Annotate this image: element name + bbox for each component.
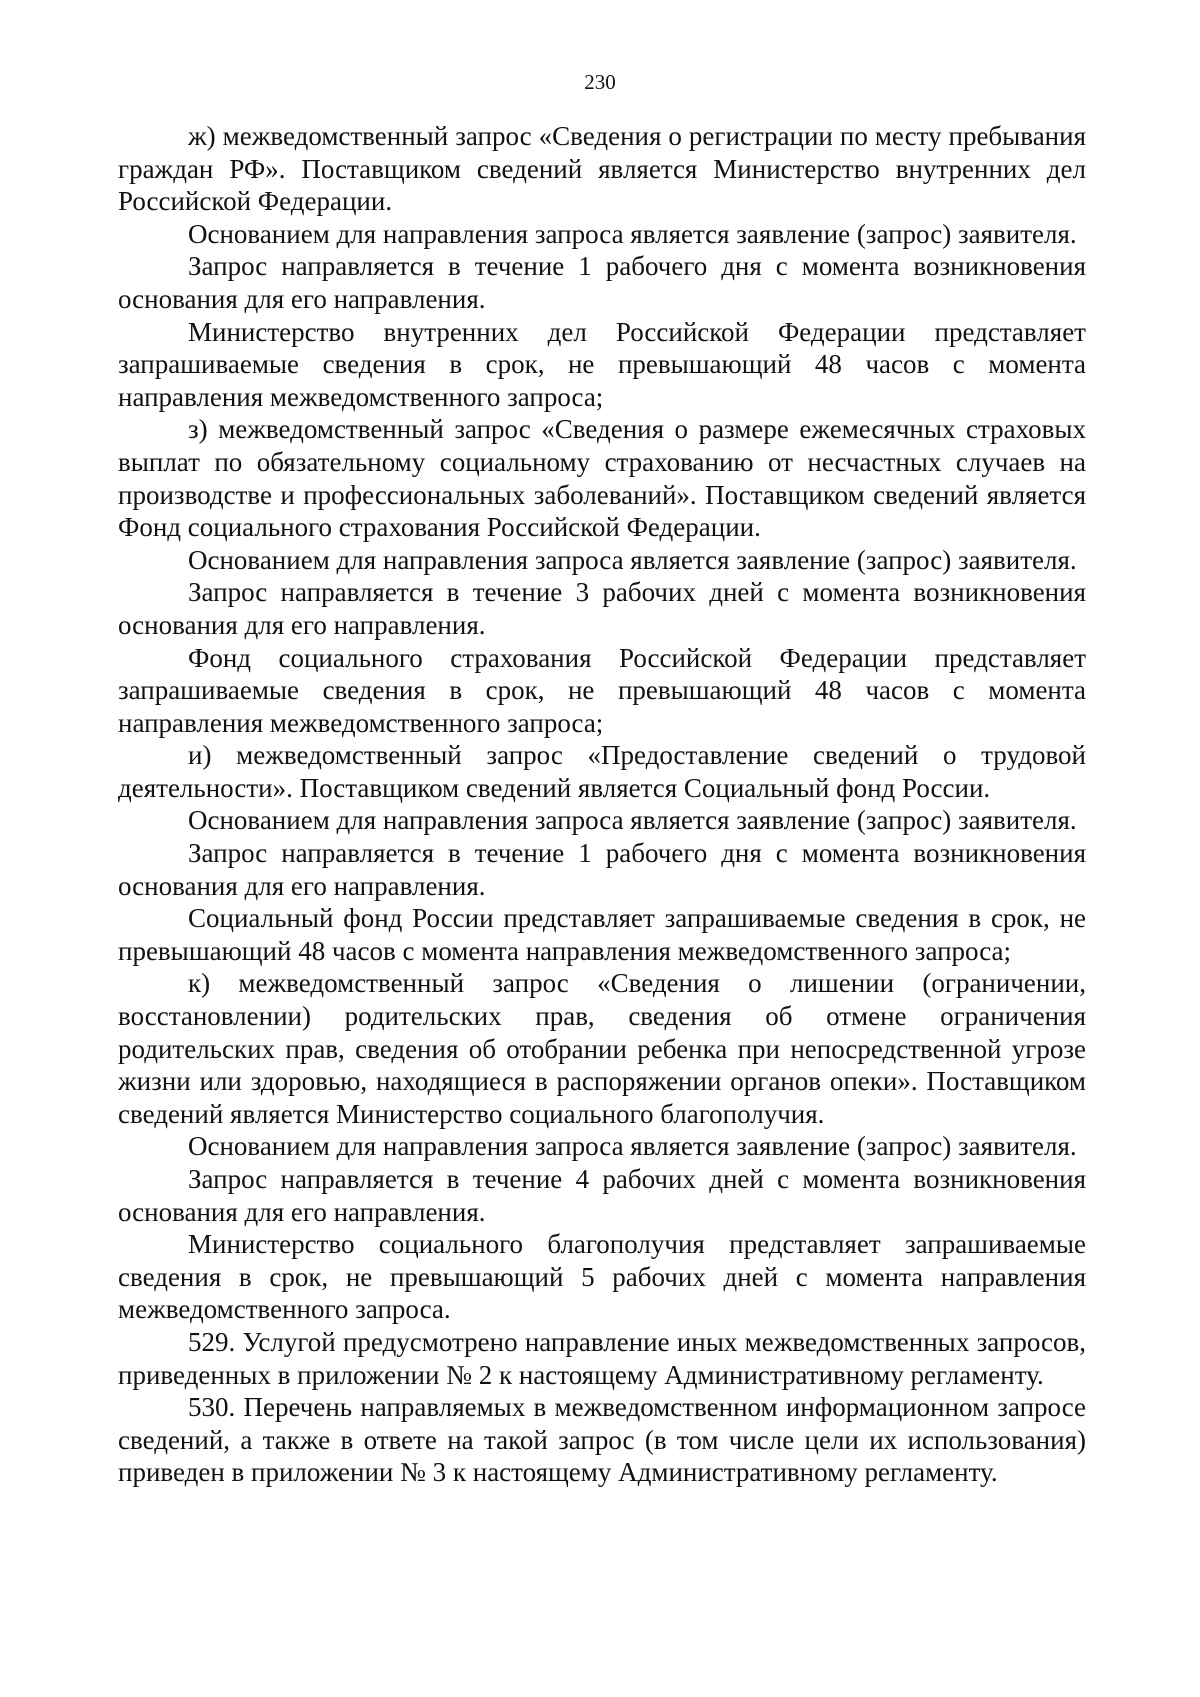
paragraph-k-timing: Запрос направляется в течение 4 рабочих дней с момента возникновения основания для его направления. — [118, 1164, 1086, 1227]
paragraph-z-timing: Запрос направляется в течение 3 рабочих дней с момента возникновения основания для его направления. — [118, 577, 1086, 640]
paragraph-i-timing: Запрос направляется в течение 1 рабочего дня с момента возникновения основания для его направления. — [118, 838, 1086, 901]
paragraph-zh-basis: Основанием для направления запроса является заявление (запрос) заявителя. — [188, 218, 1077, 249]
paragraph-k-request: к) межведомственный запрос «Сведения о лишении (ограничении, восстановлении) родительских прав, сведения об отмене ограничения родительских прав, сведения об отобрании ребенка при непосредственной угрозе жизни или здоровью, находящиеся в распоряжении органов опеки». Поставщиком сведений является Министерство социального благополучия. — [118, 968, 1086, 1129]
paragraph-zh-response: Министерство внутренних дел Российской Федерации представляет запрашиваемые сведения в срок, не превышающий 48 часов с момента направления межведомственного запроса; — [118, 316, 1086, 412]
paragraph-k-response: Министерство социального благополучия представляет запрашиваемые сведения в срок, не превышающий 5 рабочих дней с момента направления межведомственного запроса. — [118, 1229, 1086, 1325]
paragraph-530: 530. Перечень направляемых в межведомственном информационном запросе сведений, а также в ответе на такой запрос (в том числе цели их использования) приведен в приложении № 3 к настоящему Административному регламенту. — [118, 1392, 1086, 1488]
paragraph-k-basis: Основанием для направления запроса является заявление (запрос) заявителя. — [188, 1131, 1077, 1162]
page-number: 230 — [584, 70, 616, 94]
paragraph-z-request: з) межведомственный запрос «Сведения о размере ежемесячных страховых выплат по обязательному социальному страхованию от несчастных случаев на производстве и профессиональных заболеваний». Поставщиком сведений является Фонд социального страхования Российской Федерации. — [118, 414, 1086, 543]
paragraph-i-request: и) межведомственный запрос «Предоставление сведений о трудовой деятельности». Поставщиком сведений является Социальный фонд России. — [118, 740, 1086, 803]
paragraph-529: 529. Услугой предусмотрено направление иных межведомственных запросов, приведенных в приложении № 2 к настоящему Административному регламенту. — [118, 1326, 1086, 1390]
document-body — [118, 120, 1086, 1489]
paragraph-zh-request: ж) межведомственный запрос «Сведения о регистрации по месту пребывания граждан РФ». Поставщиком сведений является Министерство внутренних дел Российской Федерации. — [118, 121, 1086, 217]
paragraph-z-basis: Основанием для направления запроса является заявление (запрос) заявителя. — [188, 544, 1077, 575]
paragraph-z-response: Фонд социального страхования Российской Федерации представляет запрашиваемые сведения в срок, не превышающий 48 часов с момента направления межведомственного запроса; — [118, 642, 1086, 738]
paragraph-i-basis: Основанием для направления запроса является заявление (запрос) заявителя. — [188, 805, 1077, 836]
paragraph-zh-timing: Запрос направляется в течение 1 рабочего дня с момента возникновения основания для его направления. — [118, 251, 1086, 314]
paragraph-i-response: Социальный фонд России представляет запрашиваемые сведения в срок, не превышающий 48 часов с момента направления межведомственного запроса; — [118, 903, 1086, 966]
